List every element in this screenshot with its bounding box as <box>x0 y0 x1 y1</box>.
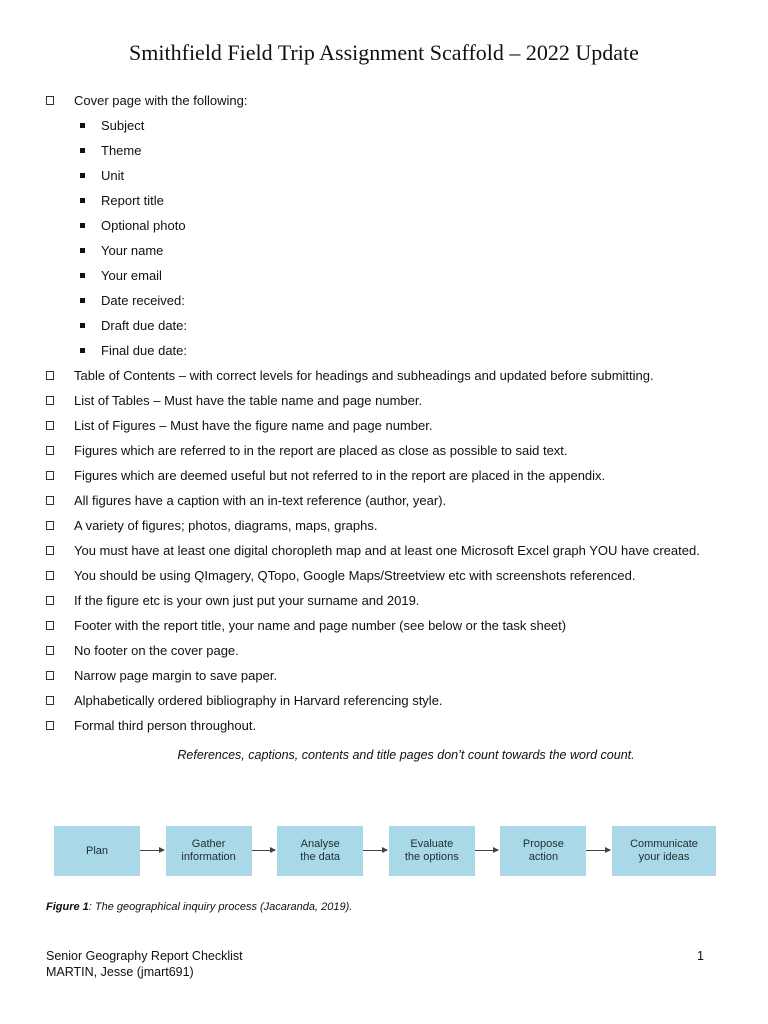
checkbox[interactable] <box>46 696 54 705</box>
checkbox[interactable] <box>46 721 54 730</box>
square-bullet-icon <box>80 223 85 228</box>
checklist-item-text: Subject <box>101 118 145 133</box>
figure-caption-text: : The geographical inquiry process (Jacaranda, 2019). <box>88 901 353 913</box>
square-bullet-icon <box>80 248 85 253</box>
checklist-item <box>46 88 736 113</box>
page-title: Smithfield Field Trip Assignment Scaffold – 2022 Update <box>129 40 639 65</box>
square-bullet-icon <box>80 123 85 128</box>
checkbox[interactable] <box>46 546 54 555</box>
sub-list-item <box>46 313 736 338</box>
checklist-item-text: A variety of figures; photos, diagrams, maps, graphs. <box>74 518 378 533</box>
checklist-item <box>46 563 736 588</box>
sub-list-item <box>46 163 736 188</box>
sub-list-item <box>46 213 736 238</box>
checklist-item-text: Your name <box>101 243 164 258</box>
checklist-item <box>46 438 736 463</box>
checklist-item-text: Draft due date: <box>101 318 187 333</box>
process-step: Propose action <box>500 826 586 876</box>
footer-author: MARTIN, Jesse (jmart691) <box>46 965 194 979</box>
checklist-item-text: If the figure etc is your own just put your surname and 2019. <box>74 593 420 608</box>
checklist-item <box>46 388 736 413</box>
checklist-item <box>46 413 736 438</box>
square-bullet-icon <box>80 173 85 178</box>
figure-label: Figure 1 <box>46 901 89 913</box>
square-bullet-icon <box>80 348 85 353</box>
arrow-right-icon <box>475 850 499 851</box>
checklist-item-text: Report title <box>101 193 164 208</box>
checklist-item-text: No footer on the cover page. <box>74 643 239 658</box>
checklist-item-text: Theme <box>101 143 142 158</box>
checklist-item-text: Cover page with the following: <box>74 93 248 108</box>
checkbox[interactable] <box>46 96 54 105</box>
arrow-right-icon <box>586 850 610 851</box>
checklist-item-text: Figures which are referred to in the report are placed as close as possible to said text. <box>74 443 568 458</box>
process-step: Plan <box>54 826 140 876</box>
sub-list-item <box>46 138 736 163</box>
inquiry-process-diagram <box>54 826 716 878</box>
process-step: Analyse the data <box>277 826 363 876</box>
checklist-item <box>46 638 736 663</box>
square-bullet-icon <box>80 148 85 153</box>
checkbox[interactable] <box>46 646 54 655</box>
checklist-item-text: All figures have a caption with an in-text reference (author, year). <box>74 493 447 508</box>
figure-caption <box>46 901 352 913</box>
checkbox[interactable] <box>46 596 54 605</box>
footer <box>46 948 243 980</box>
checklist-item-text: List of Tables – Must have the table name and page number. <box>74 393 423 408</box>
square-bullet-icon <box>80 323 85 328</box>
sub-list-item <box>46 288 736 313</box>
footer-title: Senior Geography Report Checklist <box>46 949 243 963</box>
checklist-item <box>46 538 736 563</box>
sub-list-item <box>46 113 736 138</box>
checklist-item <box>46 488 736 513</box>
checklist-item-text: Figures which are deemed useful but not referred to in the report are placed in the appendix. <box>74 468 606 483</box>
checklist-item-text: Formal third person throughout. <box>74 718 257 733</box>
process-step: Communicate your ideas <box>612 826 716 876</box>
checklist-item-text: Narrow page margin to save paper. <box>74 668 278 683</box>
checkbox[interactable] <box>46 471 54 480</box>
process-step: Evaluate the options <box>389 826 475 876</box>
checklist-item-text: Table of Contents – with correct levels for headings and subheadings and updated before submitting. <box>74 368 654 383</box>
square-bullet-icon <box>80 198 85 203</box>
checklist-item-text: You must have at least one digital choropleth map and at least one Microsoft Excel graph YOU have created. <box>74 543 700 558</box>
checklist-item-text: Your email <box>101 268 162 283</box>
checkbox[interactable] <box>46 446 54 455</box>
checklist-item <box>46 588 736 613</box>
checklist-item-text: Alphabetically ordered bibliography in Harvard referencing style. <box>74 693 443 708</box>
word-count-note: References, captions, contents and title pages don’t count towards the word count. <box>177 748 635 762</box>
sub-list-item <box>46 338 736 363</box>
checklist-item-text: Footer with the report title, your name and page number (see below or the task sheet) <box>74 618 567 633</box>
checklist-item-text: Optional photo <box>101 218 186 233</box>
arrow-right-icon <box>363 850 387 851</box>
checkbox[interactable] <box>46 521 54 530</box>
checklist-item <box>46 613 736 638</box>
checkbox[interactable] <box>46 671 54 680</box>
square-bullet-icon <box>80 298 85 303</box>
checklist-item <box>46 363 736 388</box>
sub-list-item <box>46 188 736 213</box>
sub-list-item <box>46 238 736 263</box>
checklist-item <box>46 663 736 688</box>
checklist-item <box>46 513 736 538</box>
checklist-item <box>46 713 736 738</box>
page-number: 1 <box>697 949 704 963</box>
checklist-item <box>46 463 736 488</box>
process-step: Gather information <box>166 826 252 876</box>
checklist-item-text: Unit <box>101 168 125 183</box>
arrow-right-icon <box>140 850 164 851</box>
checkbox[interactable] <box>46 371 54 380</box>
checkbox[interactable] <box>46 396 54 405</box>
checklist-item-text: Date received: <box>101 293 185 308</box>
checklist <box>46 88 736 738</box>
checkbox[interactable] <box>46 496 54 505</box>
checklist-item <box>46 688 736 713</box>
sub-list-item <box>46 263 736 288</box>
checkbox[interactable] <box>46 571 54 580</box>
checklist-item-text: List of Figures – Must have the figure name and page number. <box>74 418 433 433</box>
checkbox[interactable] <box>46 621 54 630</box>
checkbox[interactable] <box>46 421 54 430</box>
checklist-item-text: You should be using QImagery, QTopo, Google Maps/Streetview etc with screenshots referenced. <box>74 568 636 583</box>
square-bullet-icon <box>80 273 85 278</box>
arrow-right-icon <box>252 850 276 851</box>
checklist-item-text: Final due date: <box>101 343 188 358</box>
